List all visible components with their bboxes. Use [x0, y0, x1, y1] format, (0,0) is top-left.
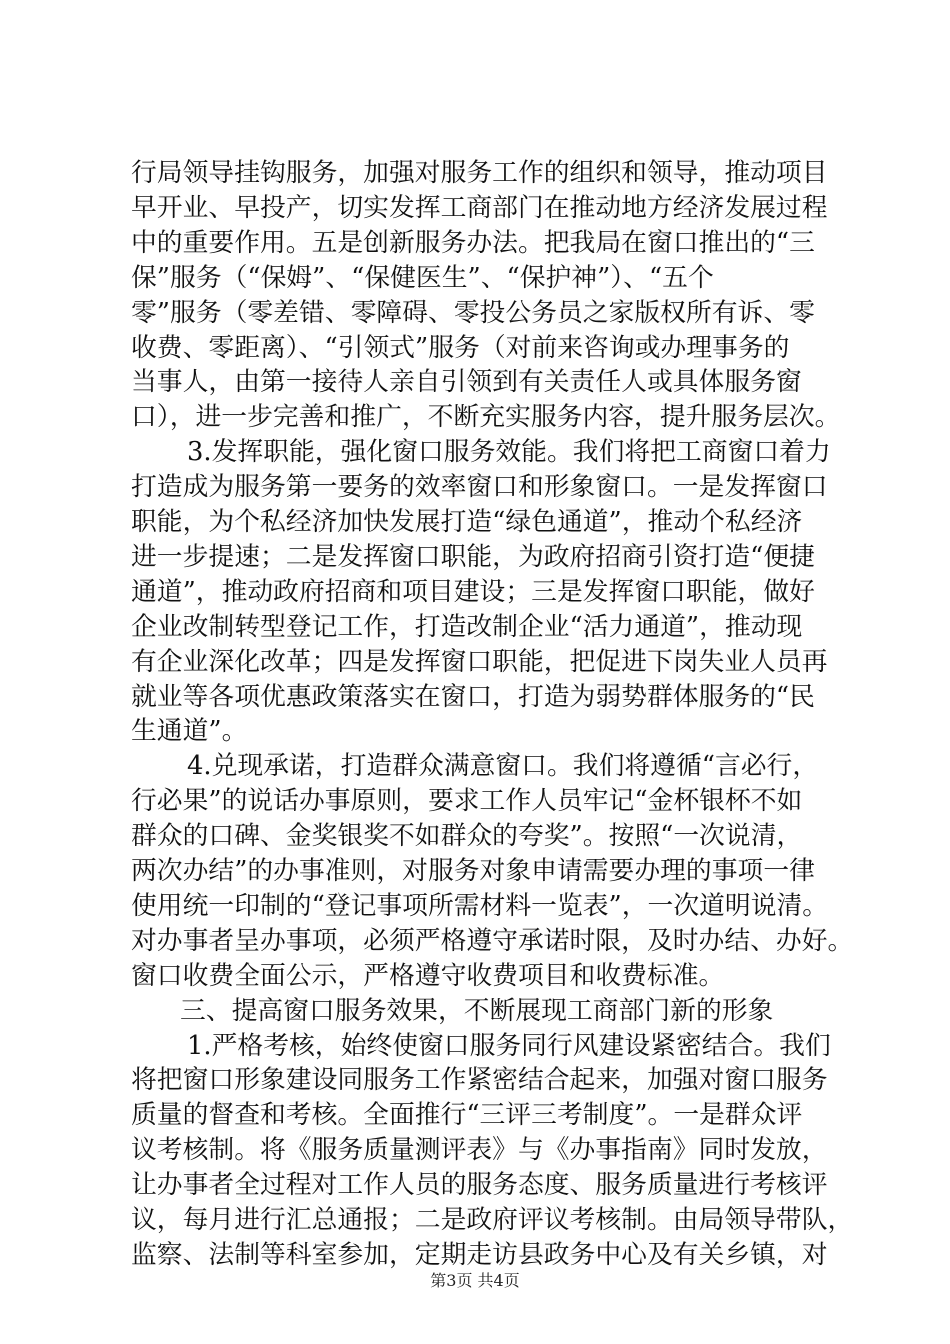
text-line: 口），进一步完善和推广，不断充实服务内容，提升服务层次。 — [131, 402, 841, 432]
text-line: 中的重要作用。五是创新服务办法。把我局在窗口推出的“三 — [131, 228, 815, 258]
section-heading: 三、提高窗口服务效果，不断展现工商部门新的形象 — [180, 996, 774, 1026]
text-line: 质量的督查和考核。全面推行“三评三考制度”。一是群众评 — [131, 1100, 803, 1130]
text-line: 1.严格考核，始终使窗口服务同行风建设紧密结合。我们 — [187, 1031, 831, 1061]
text-line: 有企业深化改革；四是发挥窗口职能，把促进下岗失业人员再 — [131, 647, 828, 677]
text-line: 使用统一印制的“登记事项所需材料一览表”，一次道明说清。 — [131, 891, 829, 921]
text-line: 职能，为个私经济加快发展打造“绿色通道”，推动个私经济 — [131, 507, 803, 537]
text-line: 将把窗口形象建设同服务工作紧密结合起来，加强对窗口服务 — [131, 1065, 828, 1095]
text-line: 零”服务（零差错、零障碍、零投公务员之家版权所有诉、零 — [131, 298, 815, 328]
text-line: 行必果”的说话办事原则，要求工作人员牢记“金杯银杯不如 — [131, 786, 803, 816]
text-line: 议，每月进行汇总通报；二是政府评议考核制。由局领导带队， — [131, 1205, 854, 1235]
text-line: 议考核制。将《服务质量测评表》与《办事指南》同时发放， — [131, 1135, 828, 1165]
page-footer: 第3页 共4页 — [430, 1271, 520, 1290]
text-line: 企业改制转型登记工作，打造改制企业“活力通道”，推动现 — [131, 612, 803, 642]
text-line: 两次办结”的办事准则，对服务对象申请需要办理的事项一律 — [131, 856, 815, 886]
text-line: 就业等各项优惠政策落实在窗口，打造为弱势群体服务的“民 — [131, 682, 815, 712]
text-line: 保”服务（“保姆”、“保健医生”、“保护神”）、“五个 — [131, 263, 714, 293]
text-line: 当事人，由第一接待人亲自引领到有关责任人或具体服务窗 — [131, 367, 802, 397]
text-line: 生通道”。 — [131, 716, 248, 746]
text-line: 对办事者呈办事项，必须严格遵守承诺时限，及时办结、办好。 — [131, 926, 854, 956]
text-line: 让办事者全过程对工作人员的服务态度、服务质量进行考核评 — [131, 1170, 828, 1200]
text-line: 早开业、早投产，切实发挥工商部门在推动地方经济发展过程 — [131, 193, 828, 223]
text-line: 4.兑现承诺，打造群众满意窗口。我们将遵循“言必行， — [187, 751, 819, 781]
text-line: 收费、零距离）、“引领式”服务（对前来咨询或办理事务的 — [131, 333, 790, 363]
text-line: 窗口收费全面公示，严格遵守收费项目和收费标准。 — [131, 961, 725, 991]
text-line: 行局领导挂钩服务，加强对服务工作的组织和领导，推动项目 — [131, 158, 828, 188]
text-line: 群众的口碑、金奖银奖不如群众的夸奖”。按照“一次说清， — [131, 821, 803, 851]
text-line: 进一步提速；二是发挥窗口职能，为政府招商引资打造“便捷 — [131, 542, 815, 572]
text-line: 打造成为服务第一要务的效率窗口和形象窗口。一是发挥窗口 — [131, 472, 828, 502]
text-line: 通道”，推动政府招商和项目建设；三是发挥窗口职能，做好 — [131, 577, 815, 607]
text-line: 3.发挥职能，强化窗口服务效能。我们将把工商窗口着力 — [187, 437, 831, 467]
text-line: 监察、法制等科室参加，定期走访县政务中心及有关乡镇，对 — [131, 1240, 828, 1270]
